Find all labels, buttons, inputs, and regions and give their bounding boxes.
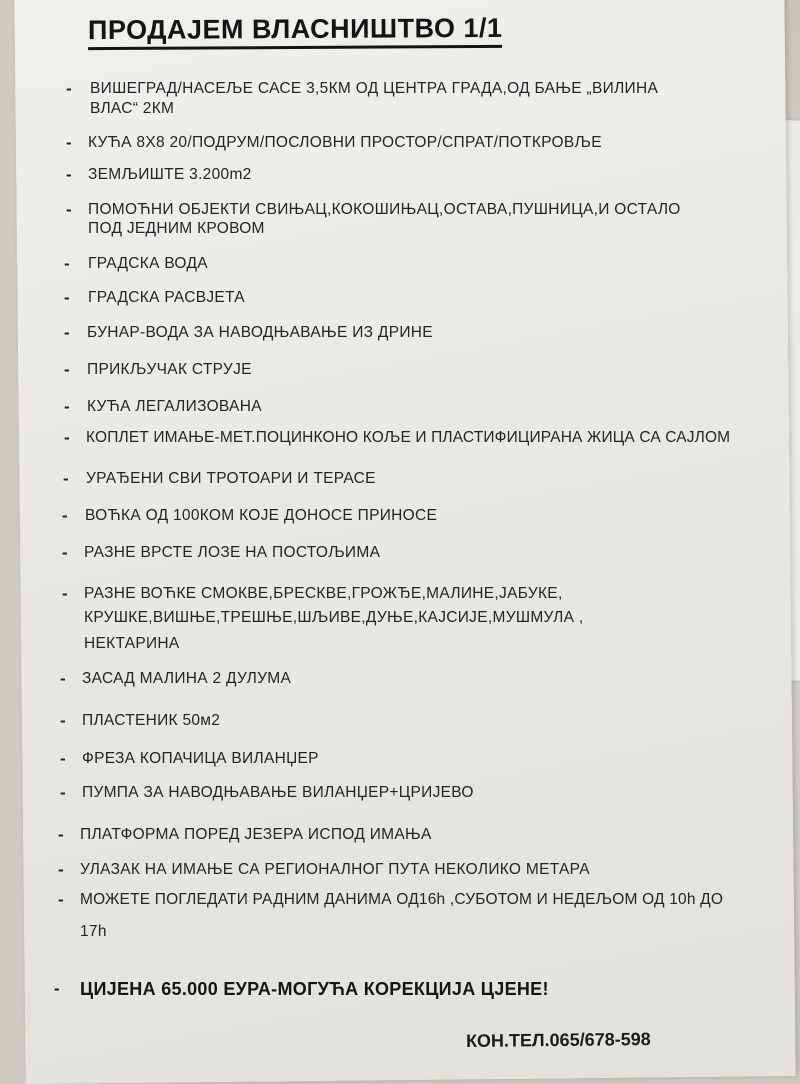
contact-phone: КОН.ТЕЛ.065/678-598 — [465, 1029, 651, 1051]
item-text: ФРЕЗА КОПАЧИЦА ВИЛАНЏЕР — [82, 750, 319, 767]
item-text: КУЋА ЛЕГАЛИЗОВАНА — [87, 398, 262, 415]
item-text: РАЗНЕ ВОЋКЕ СМОКВЕ,БРЕСКВЕ,ГРОЖЂЕ,МАЛИНЕ,ЈАБУКЕ, — [84, 585, 563, 602]
item-text: ВОЋКА ОД 100КОМ КОЈЕ ДОНОСЕ ПРИНОСЕ — [85, 507, 438, 524]
item-text: ЗЕМЉИШТЕ 3.200m2 — [88, 166, 252, 183]
item-text-line3: НЕКТАРИНА — [84, 635, 180, 652]
item-text: БУНАР-ВОДА ЗА НАВОДЊАВАЊЕ ИЗ ДРИНЕ — [87, 324, 433, 341]
item-text-line2: 17h — [80, 923, 107, 940]
page-title: ПРОДАЈЕМ ВЛАСНИШТВО 1/1 — [88, 13, 503, 50]
item-text: ПРИКЉУЧАК СТРУЈЕ — [87, 361, 252, 378]
item-text: КУЋА 8Х8 20/ПОДРУМ/ПОСЛОВНИ ПРОСТОР/СПРАТ/ПОТКРОВЉЕ — [88, 134, 602, 151]
item-text: УЛАЗАК НА ИМАЊЕ СА РЕГИОНАЛНОГ ПУТА НЕКОЛИКО МЕТАРА — [80, 861, 590, 878]
item-text: ПУМПА ЗА НАВОДЊАВАЊЕ ВИЛАНЏЕР+ЦРИЈЕВО — [82, 784, 474, 801]
item-text: МОЖЕТЕ ПОГЛЕДАТИ РАДНИМ ДАНИМА ОД16h ,СУБОТОМ И НЕДЕЉОМ ОД 10h ДО — [80, 891, 724, 908]
item-text: РАЗНЕ ВРСТЕ ЛОЗЕ НА ПОСТОЉИМА — [84, 544, 381, 561]
item-text: ГРАДСКА ВОДА — [88, 255, 208, 272]
item-text: ЗАСАД МАЛИНА 2 ДУЛУМА — [82, 670, 292, 687]
item-text: УРАЂЕНИ СВИ ТРОТОАРИ И ТЕРАСЕ — [86, 470, 376, 487]
item-text: ПЛАТФОРМА ПОРЕД ЈЕЗЕРА ИСПОД ИМАЊА — [80, 826, 432, 843]
item-text: КОПЛЕТ ИМАЊЕ-МЕТ.ПОЦИНКОНО КОЉЕ И ПЛАСТИФИЦИРАНА ЖИЦА СА САЈЛОМ — [86, 429, 731, 446]
item-text-line2: ВЛАС“ 2КМ — [90, 100, 175, 117]
item-text-line2: ПОД ЈЕДНИМ КРОВОМ — [88, 220, 265, 237]
item-text: ВИШЕГРАД/НАСЕЉЕ САСЕ 3,5КМ ОД ЦЕНТРА ГРАДА,ОД БАЊЕ „ВИЛИНА — [90, 80, 659, 97]
item-text: ПОМОЋНИ ОБЈЕКТИ СВИЊАЦ,КОКОШИЊАЦ,ОСТАВА,ПУШНИЦА,И ОСТАЛО — [88, 201, 681, 218]
item-text: ПЛАСТЕНИК 50м2 — [82, 712, 221, 729]
item-text-line2: КРУШКЕ,ВИШЊЕ,ТРЕШЊЕ,ШЉИВЕ,ДУЊЕ,КАЈСИЈЕ,МУШМУЛА , — [84, 609, 584, 626]
price-text: ЦИЈЕНА 65.000 ЕУРА-МОГУЋА КОРЕКЦИЈА ЦЈЕНЕ! — [80, 979, 549, 999]
item-text: ГРАДСКА РАСВЈЕТА — [88, 289, 245, 306]
